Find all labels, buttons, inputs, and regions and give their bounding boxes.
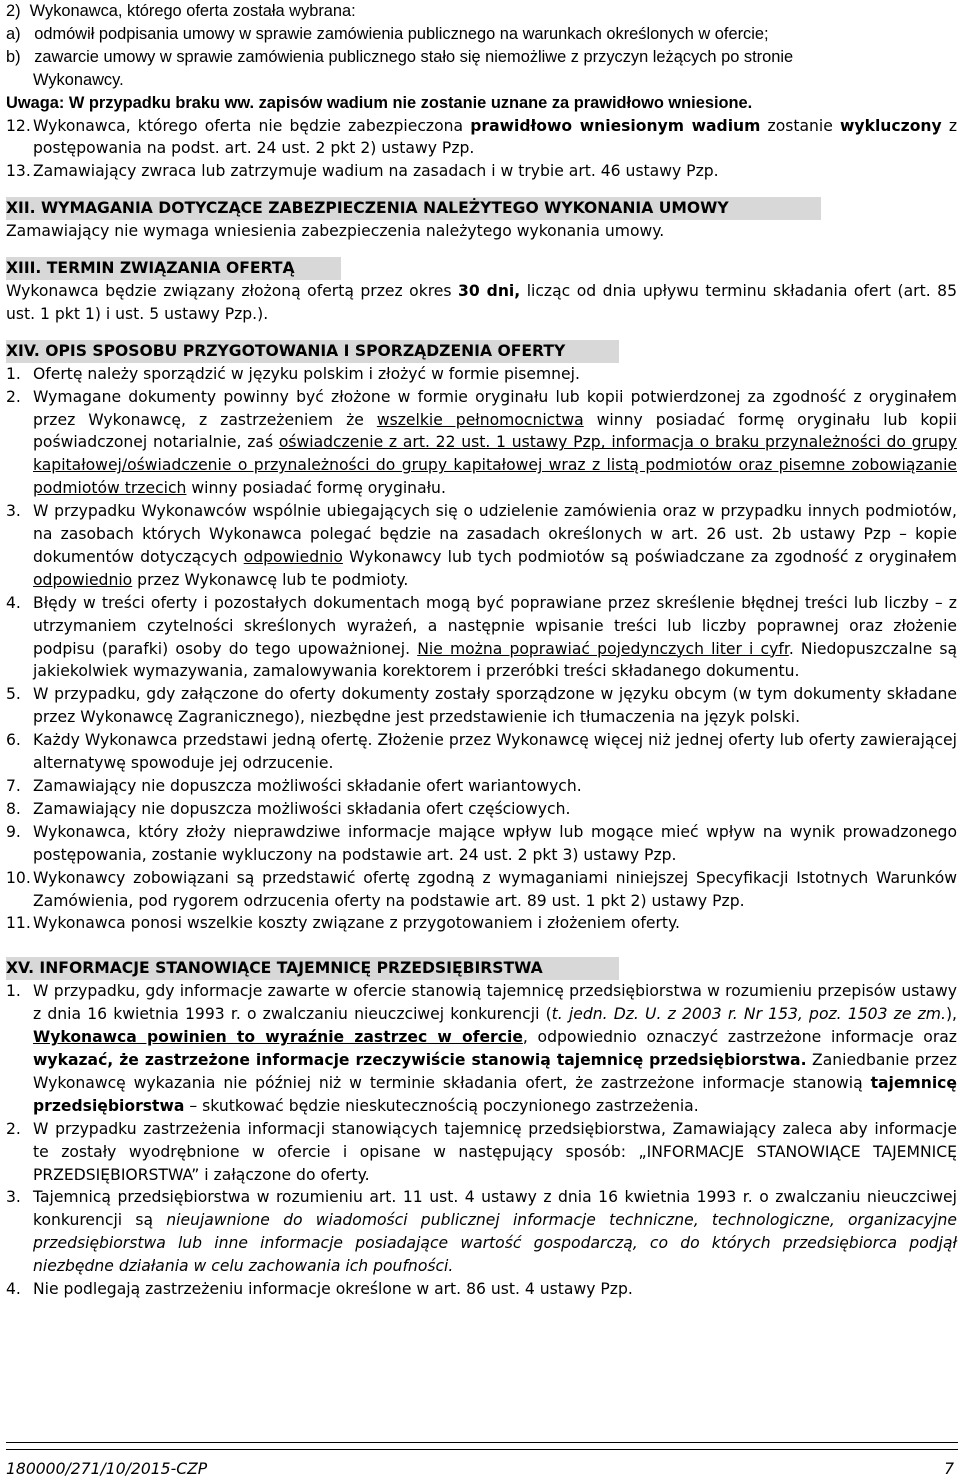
bold-text: wykazać, że zastrzeżone informacje rzeczywiście stanowią tajemnicę przedsiębiorstwa. bbox=[33, 1050, 807, 1069]
item-text: Wykonawcy zobowiązani są przedstawić ofertę zgodną z wymaganiami niniejszej Specyfikacji Istotnych Warunków Zamówienia, pod rygorem odrzucenia oferty na podstawie art. 89 ust. 1 pkt 2) ustawy Pzp. bbox=[33, 868, 957, 910]
section-heading: XIV. OPIS SPOSOBU PRZYGOTOWANIA I SPORZĄDZENIA OFERTY bbox=[6, 340, 619, 363]
text: przez Wykonawcę lub te podmioty. bbox=[132, 570, 409, 589]
underlined-text: odpowiednio bbox=[33, 570, 133, 589]
section-xii bbox=[6, 197, 957, 243]
item-text: Każdy Wykonawca przedstawi jedną ofertę. Złożenie przez Wykonawcę więcej niż jednej oferty lub oferty zawierającej alternatywę spowoduje jej odrzucenie. bbox=[33, 731, 957, 773]
item-number: 5. bbox=[6, 685, 21, 704]
section-text: Zamawiający nie wymaga wniesienia zabezpieczenia należytego wykonania umowy. bbox=[6, 222, 665, 241]
list-item bbox=[6, 912, 957, 935]
text: Wymagane dokumenty powinny być złożone w formie oryginału lub kopii potwierdzonej za zgodność z oryginałem przez Wykonawcę, z zastrzeżeniem że bbox=[33, 387, 957, 429]
item-text: Zamawiający zwraca lub zatrzymuje wadium na zasadach i w trybie art. 46 ustawy Pzp. bbox=[33, 162, 719, 181]
list-item bbox=[6, 775, 957, 798]
spacer bbox=[6, 935, 957, 957]
text: Wykonawca, którego oferta nie będzie zabezpieczona bbox=[33, 116, 471, 135]
underlined-text: wszelkie pełnomocnictwa bbox=[376, 410, 584, 429]
list-item bbox=[6, 1278, 957, 1301]
item-number: 4. bbox=[6, 593, 21, 612]
bold-underlined-text: Wykonawca powinien to wyraźnie zastrzec w ofercie bbox=[33, 1028, 523, 1047]
list-item bbox=[6, 500, 957, 592]
text: winny posiadać formę oryginału lub kopii poświadczonej notarialnie, zaś bbox=[33, 410, 957, 452]
text: – skutkować będzie nieskutecznością poczynionego zastrzeżenia. bbox=[184, 1096, 699, 1115]
list-item bbox=[6, 1118, 957, 1187]
spacer bbox=[6, 326, 957, 340]
list-item bbox=[6, 386, 957, 501]
footer-rule-top bbox=[6, 1442, 958, 1443]
italic-text: nieujawnione do wiadomości publicznej informacje techniczne, technologiczne, organizacyjne przedsiębiorstwa lub inne informacje posiadające wartość gospodarczą, co do których przedsiębiorca podjął niezbędne działania w celu zachowania ich poufności. bbox=[33, 1211, 957, 1276]
bold-text: tajemnicę przedsiębiorstwa bbox=[33, 1073, 957, 1115]
bold-text: 30 dni, bbox=[458, 281, 521, 300]
top-line-1: 2) Wykonawca, którego oferta została wybrana: bbox=[6, 2, 356, 20]
item-number: 8. bbox=[6, 799, 21, 818]
item-text: W przypadku, gdy załączone do oferty dokumenty zostały sporządzone w języku obcym (w tym dokumenty składane przez Wykonawcę Zagranicznego), niezbędne jest przedstawienie ich tłumaczenia na język polski. bbox=[33, 685, 957, 727]
item-13 bbox=[6, 160, 957, 183]
item-number: 3. bbox=[6, 502, 21, 521]
item-text: Nie podlegają zastrzeżeniu informacje określone w art. 86 ust. 4 ustawy Pzp. bbox=[33, 1280, 633, 1299]
top-line-2: a) odmówił podpisania umowy w sprawie zamówienia publicznego na warunkach określonych w ofercie; bbox=[6, 24, 769, 43]
item-text: Ofertę należy sporządzić w języku polskim i złożyć w formie pisemnej. bbox=[33, 364, 580, 383]
list-item bbox=[6, 729, 957, 775]
list-item bbox=[6, 363, 957, 386]
item-text: Zamawiający nie dopuszcza możliwości składanie ofert wariantowych. bbox=[33, 777, 582, 795]
item-number: 7. bbox=[6, 777, 21, 795]
top-line-4: Wykonawcy. bbox=[33, 70, 124, 89]
item-number: 13. bbox=[6, 162, 31, 181]
section-xiii bbox=[6, 257, 957, 326]
item-number: 11. bbox=[6, 914, 31, 933]
text: zostanie bbox=[760, 116, 840, 135]
text: ), bbox=[945, 1005, 958, 1024]
item-number: 4. bbox=[6, 1280, 21, 1299]
text: , odpowiednio oznaczyć zastrzeżone informacje oraz bbox=[522, 1028, 957, 1047]
text: Tajemnicą przedsiębiorstwa w rozumieniu art. 11 ust. 4 ustawy z dnia 16 kwietnia 1993 r. o zwalczaniu nieuczciwej konkurencji są bbox=[33, 1188, 957, 1230]
spacer bbox=[6, 183, 957, 197]
page-number: 7 bbox=[944, 1460, 954, 1478]
list-item bbox=[6, 798, 957, 821]
section-xiv bbox=[6, 340, 957, 936]
item-number: 3. bbox=[6, 1188, 21, 1207]
italic-text: t. jedn. Dz. U. z 2003 r. Nr 153, poz. 1503 ze zm. bbox=[551, 1005, 946, 1024]
list-item bbox=[6, 821, 957, 867]
section-heading: XII. WYMAGANIA DOTYCZĄCE ZABEZPIECZENIA NALEŻYTEGO WYKONANIA UMOWY bbox=[6, 197, 821, 220]
item-number: 1. bbox=[6, 364, 21, 383]
underlined-text: Nie można poprawiać pojedynczych liter i cyfr bbox=[417, 639, 789, 658]
item-number: 10. bbox=[6, 868, 31, 887]
item-text: W przypadku zastrzeżenia informacji stanowiących tajemnicę przedsiębiorstwa, Zamawiający zaleca aby informacje te zostały wyodrębnione w ofercie i opisane w następujący sposób: „INFORMACJE STANOWIĄCE TAJEMNICĘ PRZEDSIĘBIORSTWA” i załączone do oferty. bbox=[33, 1119, 957, 1184]
warning-text: Uwaga: W przypadku braku ww. zapisów wadium nie zostanie uznane za prawidłowo wniesione. bbox=[6, 93, 753, 112]
text: W przypadku, gdy informacje zawarte w ofercie stanowią tajemnicę przedsiębiorstwa w rozumieniu przepisów ustawy z dnia 16 kwietnia 1993 r. o zwalczaniu nieuczciwej konkurencji ( bbox=[33, 982, 957, 1024]
list-item bbox=[6, 1186, 957, 1278]
item-text: Wykonawca ponosi wszelkie koszty związane z przygotowaniem i złożeniem oferty. bbox=[33, 914, 680, 933]
list-item bbox=[6, 592, 957, 684]
top-list bbox=[6, 0, 957, 115]
document-reference: 180000/271/10/2015-CZP bbox=[6, 1460, 208, 1478]
item-12 bbox=[6, 115, 957, 161]
list-item bbox=[6, 683, 957, 729]
section-text bbox=[6, 280, 957, 326]
text: . Niedopuszczalne są jakiekolwiek wymazywania, zamalowywania korektorem i przeróbki treści składanego dokumentu. bbox=[33, 639, 958, 681]
item-text: Zamawiający nie dopuszcza możliwości składania ofert częściowych. bbox=[33, 799, 571, 818]
underlined-text: oświadczenie z art. 22 ust. 1 ustawy Pzp, informacja o braku przynależności do grupy kapitałowej/oświadczenie o przynależności do grupy kapitałowej wraz z listą podmiotów oraz pisemne zobowiązanie podmiotów trzecich bbox=[33, 433, 957, 498]
section-heading: XIII. TERMIN ZWIĄZANIA OFERTĄ bbox=[6, 257, 341, 280]
text: Wykonawcy lub tych podmiotów są poświadczane za zgodność z oryginałem bbox=[342, 547, 957, 566]
spacer bbox=[6, 243, 957, 257]
item-number: 1. bbox=[6, 982, 21, 1001]
item-number: 12. bbox=[6, 116, 31, 135]
list-item bbox=[6, 980, 957, 1117]
item-number: 9. bbox=[6, 822, 21, 841]
bold-text: wykluczony bbox=[840, 116, 942, 135]
text: Błędy w treści oferty i pozostałych dokumentach mogą być poprawiane przez skreślenie błędnej treści lub liczby – z utrzymaniem czytelności skreślonych wyrażeń, a następnie wpisanie treści lub liczby poprawnej oraz złożenie podpisu (parafki) osoby do tego upoważnionej. bbox=[33, 593, 957, 658]
text: z postępowania na podst. art. 24 ust. 2 pkt 2) ustawy Pzp. bbox=[33, 116, 957, 158]
top-line-3: b) zawarcie umowy w sprawie zamówienia publicznego stało się niemożliwe z przyczyn leżących po stronie bbox=[6, 47, 794, 66]
text: winny posiadać formę oryginału. bbox=[186, 479, 446, 498]
document-page bbox=[6, 0, 957, 1301]
section-xv bbox=[6, 957, 957, 1301]
text: licząc od dnia upływu terminu składania ofert (art. 85 ust. 1 pkt 1) i ust. 5 ustawy Pzp.). bbox=[6, 281, 957, 323]
item-number: 6. bbox=[6, 731, 21, 750]
section-heading: XV. INFORMACJE STANOWIĄCE TAJEMNICĘ PRZEDSIĘBIRSTWA bbox=[6, 957, 619, 980]
item-number: 2. bbox=[6, 1119, 21, 1138]
list-item bbox=[6, 867, 957, 913]
text: W przypadku Wykonawców wspólnie ubiegających się o udzielenie zamówienia oraz w przypadku innych podmiotów, na zasobach których Wykonawca polegać będzie na zasadach określonych w art. 26 ust. 2b ustawy Pzp – kopie dokumentów dotyczących bbox=[33, 502, 957, 566]
underlined-text: odpowiednio bbox=[243, 547, 343, 566]
page-footer bbox=[6, 1449, 958, 1481]
text: Zaniedbanie przez Wykonawcę wykazania nie później niż w terminie składania ofert, że zastrzeżone informacje stanowią bbox=[33, 1050, 957, 1092]
bold-text: prawidłowo wniesionym wadium bbox=[470, 116, 761, 135]
text: Wykonawca będzie związany złożoną ofertą przez okres bbox=[6, 281, 458, 300]
item-text: Wykonawca, który złoży nieprawdziwe informacje mające wpływ lub mogące mieć wpływ na wynik prowadzonego postępowania, zostanie wykluczony na podstawie art. 24 ust. 2 pkt 3) ustawy Pzp. bbox=[33, 822, 957, 864]
item-number: 2. bbox=[6, 387, 21, 406]
